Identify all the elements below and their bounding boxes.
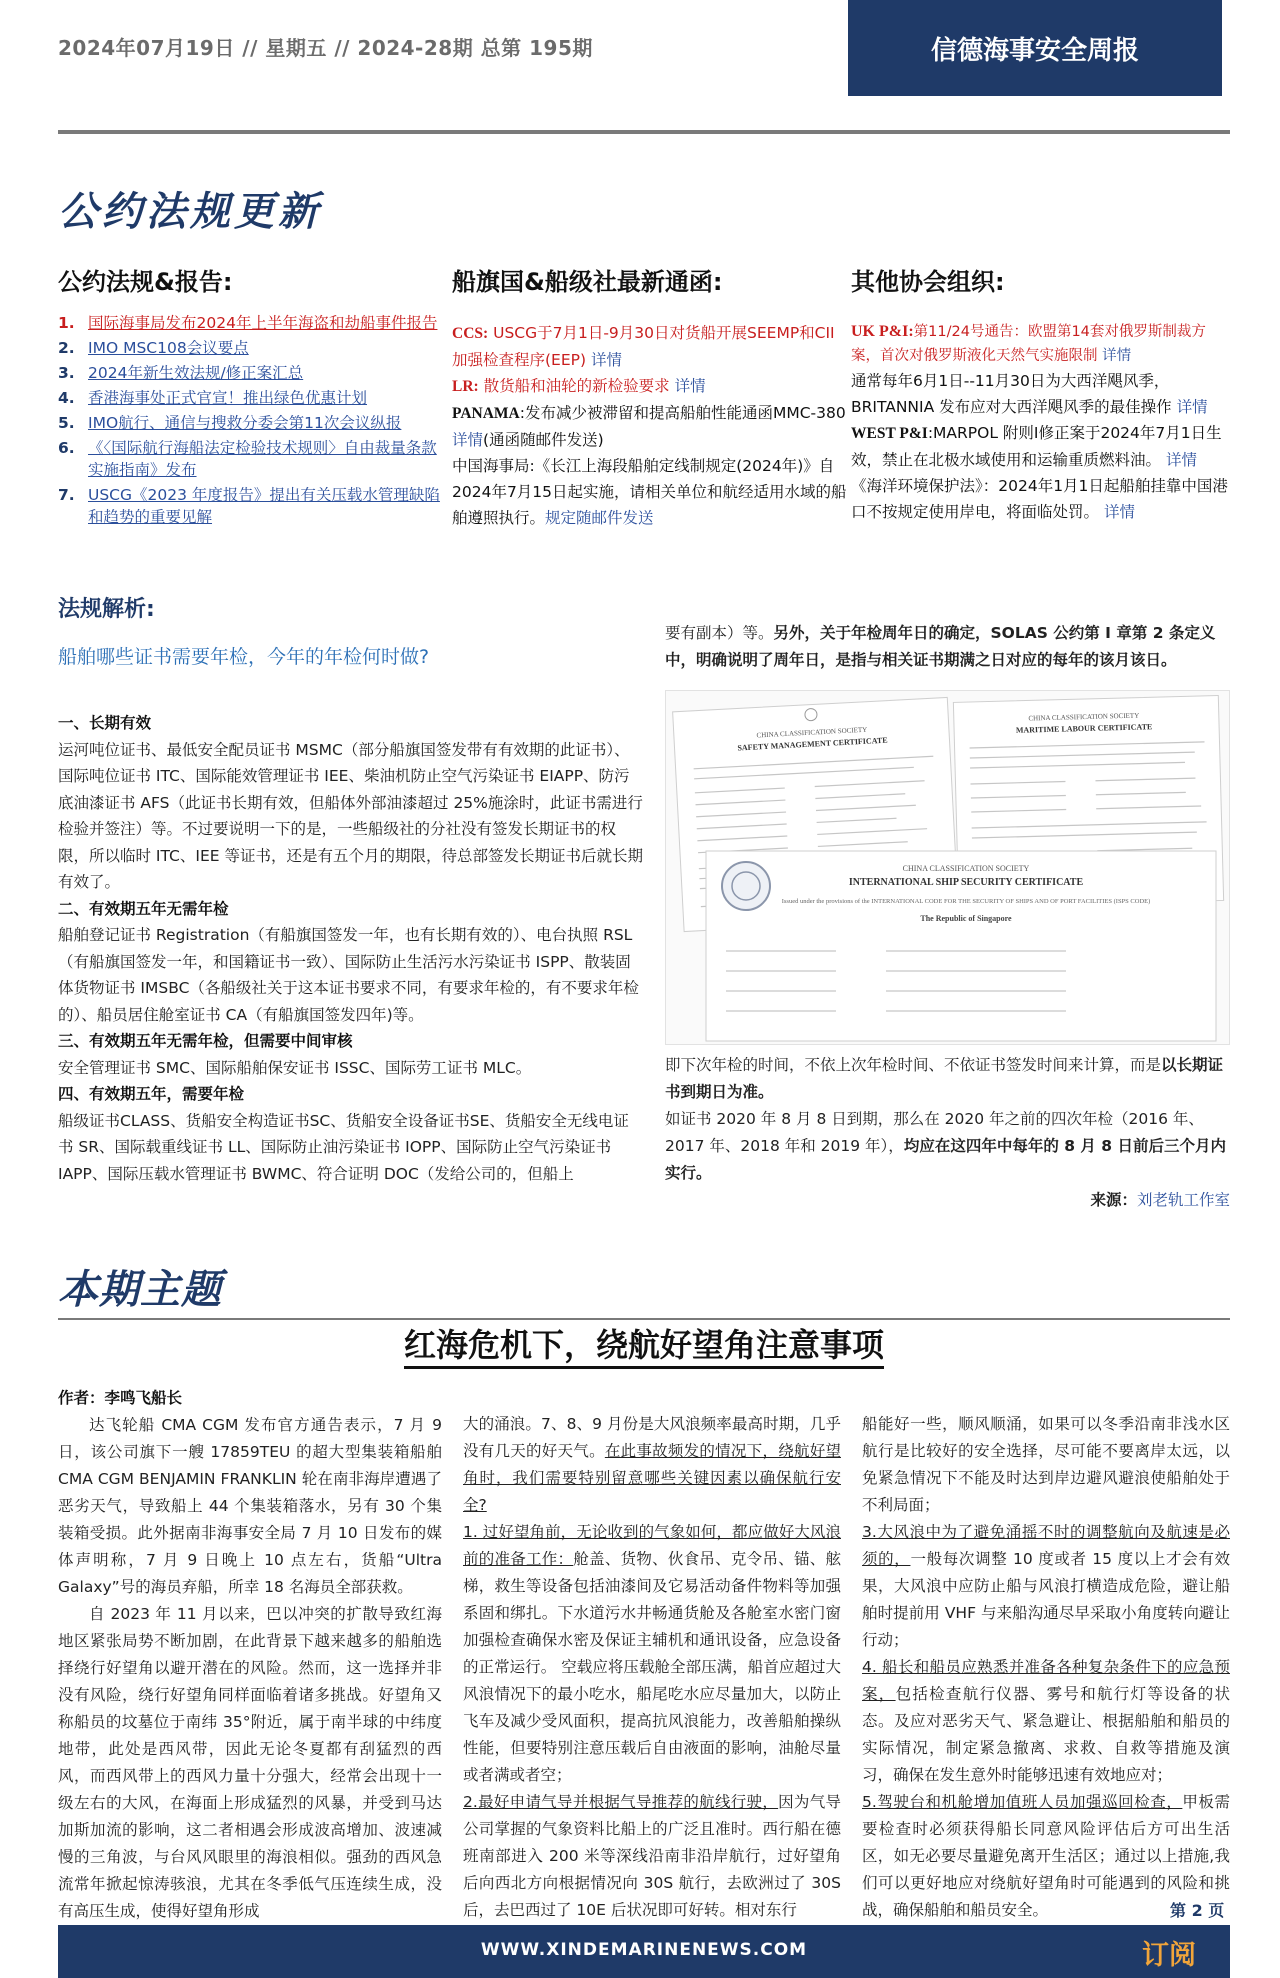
- notice-ukpi: UK P&I:第11/24号通告：欧盟第14套对俄罗斯制裁方案，首次对俄罗斯液化天然气实施限制 详情: [851, 323, 1206, 364]
- report-item[interactable]: 6. 《〈国际航行海船法定检验技术规则〉自由裁量条款实施指南》发布: [58, 439, 437, 479]
- cert1-title: SAFETY MANAGEMENT CERTIFICATE: [737, 735, 888, 753]
- article-column-3: [862, 1411, 1230, 1924]
- notice-britannia: 通常每年6月1日--11月30日为大西洋飓风季，BRITANNIA 发布应对大西洋飓风季的最佳操作 详情: [851, 372, 1208, 416]
- notice-panama: PANAMA:发布减少被滞留和提高船舶性能通函MMC-380 详情(通函随邮件发送): [452, 404, 846, 449]
- analysis-heading: 三、有效期五年无需年检，但需要中间审核: [58, 1032, 353, 1050]
- notice-marine-env: 《海洋环境保护法》：2024年1月1日起船舶挂靠中国港口不按规定使用岸电，将面临处罚。 详情: [851, 477, 1228, 521]
- article-paragraph: 1. 过好望角前，无论收到的气象如何，都应做好大风浪前的准备工作：舱盖、货物、伙食吊、克令吊、锚、舷梯，救生等设备包括油漆间及它易活动备件物料等加强系固和绑扎。下水道污水井畅通货舱及各舱室水密门窗加强检查确保水密及保证主辅机和通讯设备，应急设备的正常运行。 空载应将压载舱全部压满，船首应超过大风浪情况下的最小吃水，船尾吃水应尽量加大，以防止飞车及减少受风面积，提高抗风浪能力，改善船舶操纵性能，但要特别注意压载后自由液面的影响，油舱尽量或者满或者空；: [463, 1523, 841, 1784]
- source-link[interactable]: 刘老轨工作室: [1136, 1191, 1230, 1209]
- publication-brand: 信德海事安全周报: [848, 0, 1222, 96]
- article-paragraph: 船能好一些，顺风顺涌，如果可以冬季沿南非浅水区航行是比较好的安全选择，尽可能不要离岸太远，以免紧急情况下不能及时达到岸边避风避浪使船舶处于不利局面；: [862, 1415, 1230, 1514]
- analysis-paragraph: 船舶登记证书 Registration（有船旗国签发一年，也有长期有效的）、电台执照 RSL（有船旗国签发一年，和国籍证书一致）、国际防止生活污水污染证书 ISPP、散装固体货物证书 IMSBC（各船级社关于这本证书要求不同，有要求年检的，有不要求年检的）、船员居住舱室证书 CA（有船旗国签发四年)等。: [58, 926, 639, 1024]
- cert2-title: MARITIME LABOUR CERTIFICATE: [1015, 722, 1153, 735]
- notice-lr: LR: 散货船和油轮的新检验要求 详情: [452, 377, 706, 395]
- analysis-paragraph: 船级证书CLASS、货船安全构造证书SC、货船安全设备证书SE、货船安全无线电证书 SR、国际载重线证书 LL、国际防止油污染证书 IOPP、国际防止空气污染证书 IAPP、国际压载水管理证书 BWMC、符合证明 DOC（发给公司的，但船上: [58, 1111, 629, 1183]
- report-item[interactable]: 7. USCG《2023 年度报告》提出有关压载水管理缺陷和趋势的重要见解: [58, 486, 440, 526]
- article-paragraph: 3.大风浪中为了避免涌摇不时的调整航向及航速是必须的，一般每次调整 10 度或者 15 度以上才会有效果，大风浪中应防止船与风浪打横造成危险，避让船舶时提前用 VHF 与来船沟通尽早采取小角度转向避让行动；: [862, 1523, 1230, 1649]
- article-author: 作者：李鸣飞船长: [58, 1389, 183, 1407]
- analysis-heading: 一、长期有效: [58, 714, 152, 732]
- report-item[interactable]: 4. 香港海事处正式官宣！推出绿色优惠计划: [58, 389, 368, 407]
- analysis-heading: 四、有效期五年，需要年检: [58, 1085, 245, 1103]
- col-heading-other-orgs: 其他协会组织:: [851, 268, 1005, 296]
- report-item[interactable]: 5. IMO航行、通信与搜救分委会第11次会议纵报: [58, 414, 402, 432]
- detail-link[interactable]: 规定随邮件发送: [545, 509, 654, 527]
- analysis-left-column: [58, 710, 643, 1187]
- report-list: [58, 312, 450, 531]
- article-paragraph: 达飞轮船 CMA CGM 发布官方通告表示，7 月 9 日，该公司旗下一艘 17859TEU 的超大型集装箱船舶 CMA CGM BENJAMIN FRANKLIN 轮在南非海岸遭遇了恶劣天气，导致船上 44 个集装箱落水，另有 30 个集装箱受损。此外据南非海事安全局 7 月 10 日发布的媒体声明称，7 月 9 日晚上 10 点左右，货船“Ultra Galaxy”号的海员弃船，所幸 18 名海员全部获救。: [58, 1416, 442, 1596]
- detail-link[interactable]: 详情: [674, 377, 706, 395]
- article-paragraph: 自 2023 年 11 月以来，巴以冲突的扩散导致红海地区紧张局势不断加剧，在此背景下越来越多的船舶选择绕行好望角以避开潜在的风险。然而，这一选择并非没有风险，绕行好望角同样面临着诸多挑战。好望角又称船员的坟墓位于南纬 35°附近，属于南半球的中纬度地带，此处是西风带，因此无论冬夏都有刮猛烈的西风，而西风带上的西风力量十分强大，经常会出现十一级左右的大风，在海面上形成猛烈的风暴，并受到马达加斯加流的影响，这二者相遇会形成波高增加、波速减慢的三角波，与台风风眼里的海浪相似。强劲的西风急流常年掀起惊涛骇浪，尤其在冬季低气压连续生成，没有高压生成，使得好望角形成: [58, 1605, 442, 1920]
- cert3-government: The Republic of Singapore: [920, 914, 1012, 923]
- cert3-title: INTERNATIONAL SHIP SECURITY CERTIFICATE: [848, 877, 1084, 888]
- article-column-1: [58, 1385, 442, 1925]
- article-paragraph: 4. 船长和船员应熟悉并准备各种复杂条件下的应急预案，包括检查航行仪器、雾号和航行灯等设备的状态。及应对恶劣天气、紧急避让、根据船舶和船员的实际情况，制定紧急撤离、求救、自救等措施及演习，确保在发生意外时能够迅速有效地应对；: [862, 1658, 1230, 1784]
- website-link[interactable]: WWW.XINDEMARINENEWS.COM: [480, 1940, 808, 1960]
- analysis-source: 来源：刘老轨工作室: [1090, 1191, 1230, 1209]
- col-heading-flag-class: 船旗国&船级社最新通函:: [452, 268, 723, 296]
- article-paragraph: 大的涌浪。7、8、9 月份是大风浪频率最高时期，几乎没有几天的好天气。在此事故频发的情况下，绕航好望角时，我们需要特别留意哪些关键因素以确保航行安全?: [463, 1415, 841, 1514]
- report-item[interactable]: 1. 国际海事局发布2024年上半年海盗和劫船事件报告: [58, 314, 438, 332]
- cert1-org: CHINA CLASSIFICATION SOCIETY: [756, 725, 868, 740]
- other-org-notices: [851, 320, 1230, 525]
- detail-link[interactable]: 详情: [1103, 503, 1135, 521]
- notice-msa: 中国海事局:《长江上海段船舶定线制规定(2024年)》自2024年7月15日起实施，请相关单位和航经适用水域的船舶遵照执行。规定随邮件发送: [452, 457, 847, 527]
- detail-link[interactable]: 详情: [1102, 348, 1132, 364]
- header-divider: [58, 130, 1230, 134]
- issue-date-line: 2024年07月19日 // 星期五 // 2024-28期 总第 195期: [58, 36, 593, 60]
- analysis-rule: 即下次年检的时间，不依上次年检时间、不依证书签发时间来计算，而是以长期证书到期日为准。: [665, 1056, 1224, 1101]
- article-paragraph: 2.最好申请气导并根据气导推荐的航线行驶，因为气导公司掌握的气象资料比船上的广泛且准时。西行船在德班南部进入 200 米等深线沿南非沿岸航行，过好望角后向西北方向根据情况向 30S 航行，去欧洲过了 30S 后，去巴西过了 10E 后状况即可好转。相对东行: [463, 1793, 841, 1919]
- cert2-org: CHINA CLASSIFICATION SOCIETY: [1028, 711, 1140, 723]
- detail-link[interactable]: 详情: [452, 431, 484, 449]
- article-column-2: [463, 1411, 841, 1924]
- report-item[interactable]: 3. 2024年新生效法规/修正案汇总: [58, 364, 304, 382]
- section-title-regulations: 公约法规更新: [58, 189, 322, 235]
- page-number: 第 2 页: [1170, 1901, 1225, 1920]
- analysis-paragraph: 运河吨位证书、最低安全配员证书 MSMC（部分船旗国签发带有有效期的此证书）、国际吨位证书 ITC、国际能效管理证书 IEE、柴油机防止空气污染证书 EIAPP、防污底油漆证书 AFS（此证书长期有效，但船体外部油漆超过 25%施涂时，此证书需进行检验并签注）等。不过要说明一下的是，一些船级社的分社没有签发长期证书的权限，所以临时 ITC、IEE 等证书，还是有五个月的期限，待总部签发长期证书后就长期有效了。: [58, 740, 643, 891]
- detail-link[interactable]: 详情: [1165, 451, 1197, 469]
- analysis-example: 如证书 2020 年 8 月 8 日到期，那么在 2020 年之前的四次年检（2016 年、2017 年、2018 年和 2019 年），均应在这四年中每年的 8 月 8 日前后三个月内实行。: [665, 1110, 1226, 1182]
- section-title-theme: 本期主题: [58, 1267, 222, 1313]
- col-heading-reports: 公约法规&报告:: [58, 268, 233, 296]
- analysis-heading: 二、有效期五年无需年检: [58, 899, 229, 918]
- detail-link[interactable]: 详情: [590, 351, 622, 369]
- article-paragraph: 5.驾驶台和机舱增加值班人员加强巡回检查，甲板需要检查时必须获得船长同意风险评估后方可出生活区，如无必要尽量避免离开生活区；通过以上措施,我们可以更好地应对绕航好望角时可能遇到的风险和挑战，确保船舶和船员安全。: [862, 1793, 1230, 1919]
- notice-westpi: WEST P&I:MARPOL 附则I修正案于2024年7月1日生效，禁止在北极水域使用和运输重质燃料油。 详情: [851, 424, 1222, 469]
- analysis-paragraph: 安全管理证书 SMC、国际船舶保安证书 ISSC、国际劳工证书 MLC。: [58, 1058, 532, 1077]
- subscribe-button[interactable]: 订阅: [1142, 1940, 1196, 1971]
- flag-class-notices: [452, 320, 848, 531]
- analysis-right-intro: 要有副本）等。另外，关于年检周年日的确定，SOLAS 公约第 I 章第 2 条定义中，明确说明了周年日，是指与相关证书期满之日对应的每年的该月该日。: [665, 624, 1216, 669]
- cert3-subtitle: Issued under the provisions of the INTERNATIONAL CODE FOR THE SECURITY OF SHIPS AND OF PORT FACILITIES (ISPS CODE): [781, 898, 1151, 905]
- analysis-question: 船舶哪些证书需要年检，今年的年检何时做?: [58, 646, 430, 668]
- cert3-org: CHINA CLASSIFICATION SOCIETY: [902, 864, 1030, 873]
- analysis-right-conclusion: [665, 1052, 1230, 1214]
- detail-link[interactable]: 详情: [1176, 398, 1208, 416]
- article-title: 红海危机下，绕航好望角注意事项: [58, 1320, 1230, 1366]
- analysis-title: 法规解析:: [58, 597, 155, 622]
- footer-bar: [58, 1925, 1230, 1978]
- notice-ccs: CCS: USCG于7月1日-9月30日对货船开展SEEMP和CII加强检查程序(EEP) 详情: [452, 324, 835, 369]
- report-item[interactable]: 2. IMO MSC108会议要点: [58, 339, 249, 357]
- certificate-sample-image: [665, 690, 1230, 1045]
